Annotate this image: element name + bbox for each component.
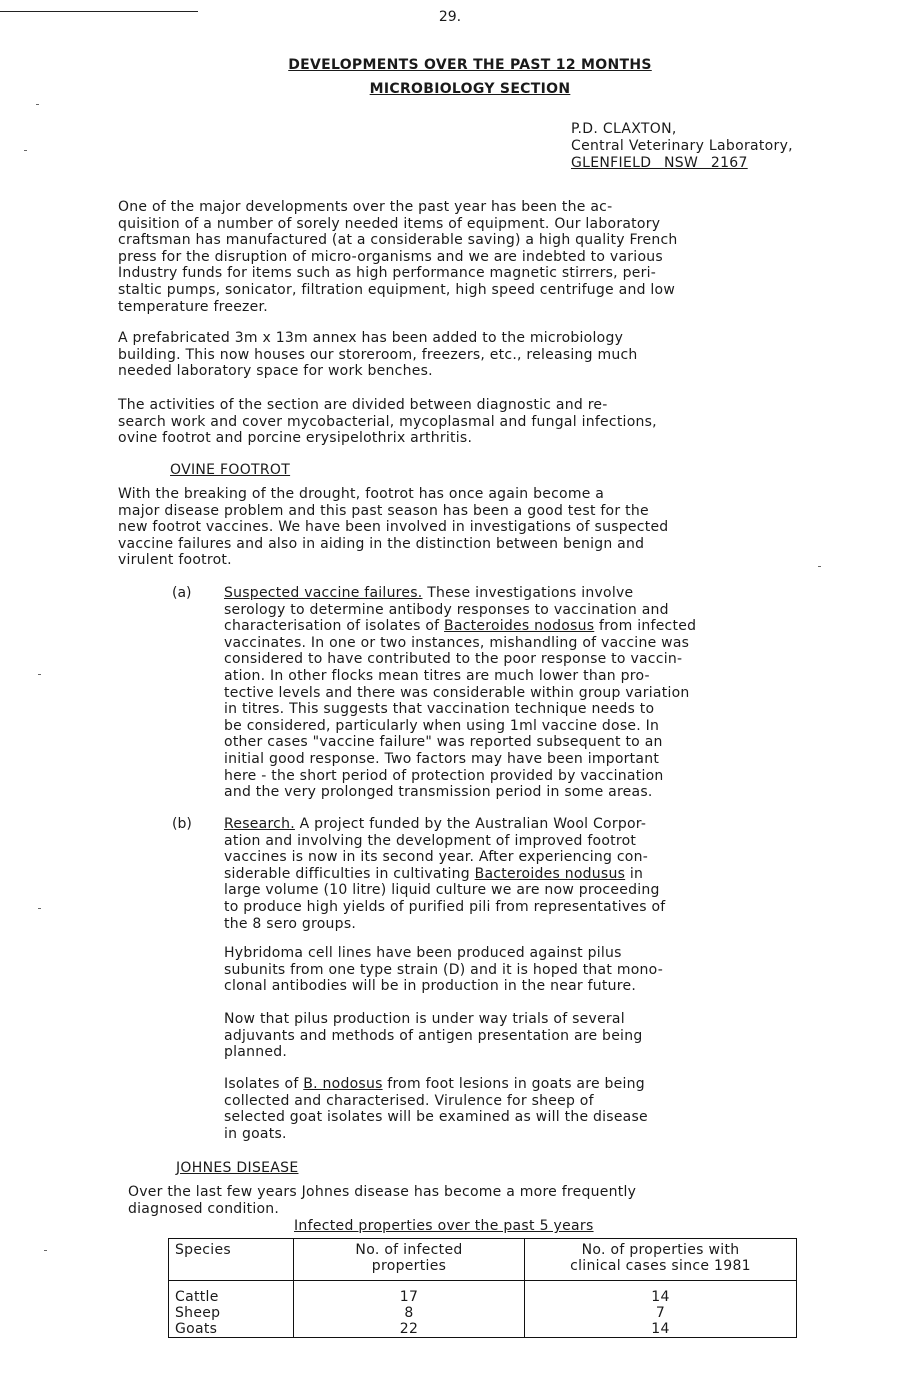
table-row bbox=[169, 1321, 797, 1338]
item-b-p4-rest: from foot lesions in goats are being collected and characterised. Virulence for sheep of selected goat isolates will be examined as will the disease in goats. bbox=[224, 1076, 648, 1142]
cell-species: Goats bbox=[169, 1321, 294, 1338]
item-b-organism: Bacteroides nodusus bbox=[474, 865, 626, 882]
scan-speck bbox=[36, 104, 39, 105]
table-caption: Infected properties over the past 5 years bbox=[294, 1218, 594, 1234]
item-a-text bbox=[224, 585, 824, 801]
item-a-intro: These investigations involve serology to determine antibody responses to vaccination and characterisation of isolates of bbox=[224, 585, 669, 635]
item-b-hybridoma: Hybridoma cell lines have been produced against pilus subunits from one type strain (D) and it is hoped that mono- clonal antibodies will be in production in the near future. bbox=[224, 945, 664, 995]
cell-species: Sheep bbox=[169, 1305, 294, 1321]
item-b-p4-intro: Isolates of bbox=[224, 1076, 304, 1092]
page-number: 29. bbox=[438, 9, 462, 25]
item-a-heading: Suspected vaccine failures. bbox=[224, 585, 423, 601]
page-title: DEVELOPMENTS OVER THE PAST 12 MONTHS bbox=[288, 57, 652, 73]
item-b-label: (b) bbox=[172, 816, 192, 832]
heading-johnes-disease: JOHNES DISEASE bbox=[176, 1160, 299, 1176]
table-header-row bbox=[169, 1239, 797, 1281]
scan-speck bbox=[38, 908, 41, 909]
author-block bbox=[571, 121, 793, 172]
cell-clinical: 14 bbox=[525, 1321, 797, 1338]
paragraph-equipment: One of the major developments over the past year has been the ac- quisition of a number of sorely needed items of equipment. Our laboratory craftsman has manufactured (at a considerable saving) a high quality French press for the disruption of micro-organisms and we are indebted to various Industry funds for items such as high performance magnetic stirrers, peri- staltic pumps, sonicator, filtration equipment, high speed centrifuge and low temperature freezer. bbox=[118, 199, 678, 315]
cell-clinical: 14 bbox=[525, 1281, 797, 1306]
cell-infected: 8 bbox=[294, 1305, 525, 1321]
table-row bbox=[169, 1305, 797, 1321]
scan-speck bbox=[818, 566, 821, 567]
paragraph-annex: A prefabricated 3m x 13m annex has been added to the microbiology building. This now houses our storeroom, freezers, etc., releasing much needed laboratory space for work benches. bbox=[118, 330, 638, 380]
author-location: GLENFIELD NSW 2167 bbox=[571, 155, 748, 171]
author-affiliation: Central Veterinary Laboratory, bbox=[571, 138, 793, 154]
header-species: Species bbox=[169, 1239, 294, 1281]
scan-speck bbox=[44, 1250, 47, 1251]
item-b-text bbox=[224, 816, 824, 932]
item-a-organism: Bacteroides nodosus bbox=[444, 618, 595, 635]
scan-speck bbox=[24, 150, 27, 151]
table-row bbox=[169, 1281, 797, 1306]
section-title: MICROBIOLOGY SECTION bbox=[369, 81, 571, 97]
author-name: P.D. CLAXTON, bbox=[571, 121, 677, 137]
paragraph-activities: The activities of the section are divided between diagnostic and re- search work and cover mycobacterial, mycoplasmal and fungal infections, ovine footrot and porcine erysipelothrix arthritis. bbox=[118, 397, 657, 447]
item-b-goat-isolates bbox=[224, 1076, 824, 1142]
header-infected-properties: No. of infected properties bbox=[294, 1239, 525, 1281]
header-clinical-cases: No. of properties with clinical cases since 1981 bbox=[525, 1239, 797, 1281]
heading-ovine-footrot: OVINE FOOTROT bbox=[170, 462, 291, 478]
cell-infected: 17 bbox=[294, 1281, 525, 1306]
item-b-intro: A project funded by the Australian Wool Corpor- ation and involving the development of improved footrot vaccines is now in its second year. After experiencing con- siderable difficulties in cultivating bbox=[224, 816, 649, 882]
paragraph-johnes: Over the last few years Johnes disease has become a more frequently diagnosed condition. bbox=[128, 1184, 637, 1217]
cell-species: Cattle bbox=[169, 1281, 294, 1306]
item-b-rest: in large volume (10 litre) liquid culture we are now proceeding to produce high yields of purified pili from representatives of the 8 sero groups. bbox=[224, 865, 666, 932]
item-b-heading: Research. bbox=[224, 816, 295, 832]
item-b-p4-organism: B. nodosus bbox=[303, 1076, 383, 1092]
item-a-label: (a) bbox=[172, 585, 192, 601]
item-a-rest: from infected vaccinates. In one or two instances, mishandling of vaccine was considered to have contributed to the poor response to vaccin- ation. In other flocks mean titres are much lower than pro- tective levels and there was considerable within group variation in titres. This suggests that vaccination technique needs to be considered, particularly when using 1ml vaccine dose. In other cases "vaccine failure" was reported subsequent to an initial good response. Two factors may have been important here - the short period of protection provided by vaccination and the very prolonged transmission period in some areas. bbox=[224, 618, 697, 801]
scan-speck bbox=[38, 674, 41, 675]
item-b-trials: Now that pilus production is under way trials of several adjuvants and methods of antigen presentation are being planned. bbox=[224, 1011, 643, 1061]
infected-properties-table bbox=[168, 1238, 797, 1338]
paragraph-footrot: With the breaking of the drought, footrot has once again become a major disease problem and this past season has been a good test for the new footrot vaccines. We have been involved in investigations of suspected vaccine failures and also in aiding in the distinction between benign and virulent footrot. bbox=[118, 486, 669, 569]
cell-infected: 22 bbox=[294, 1321, 525, 1338]
cell-clinical: 7 bbox=[525, 1305, 797, 1321]
